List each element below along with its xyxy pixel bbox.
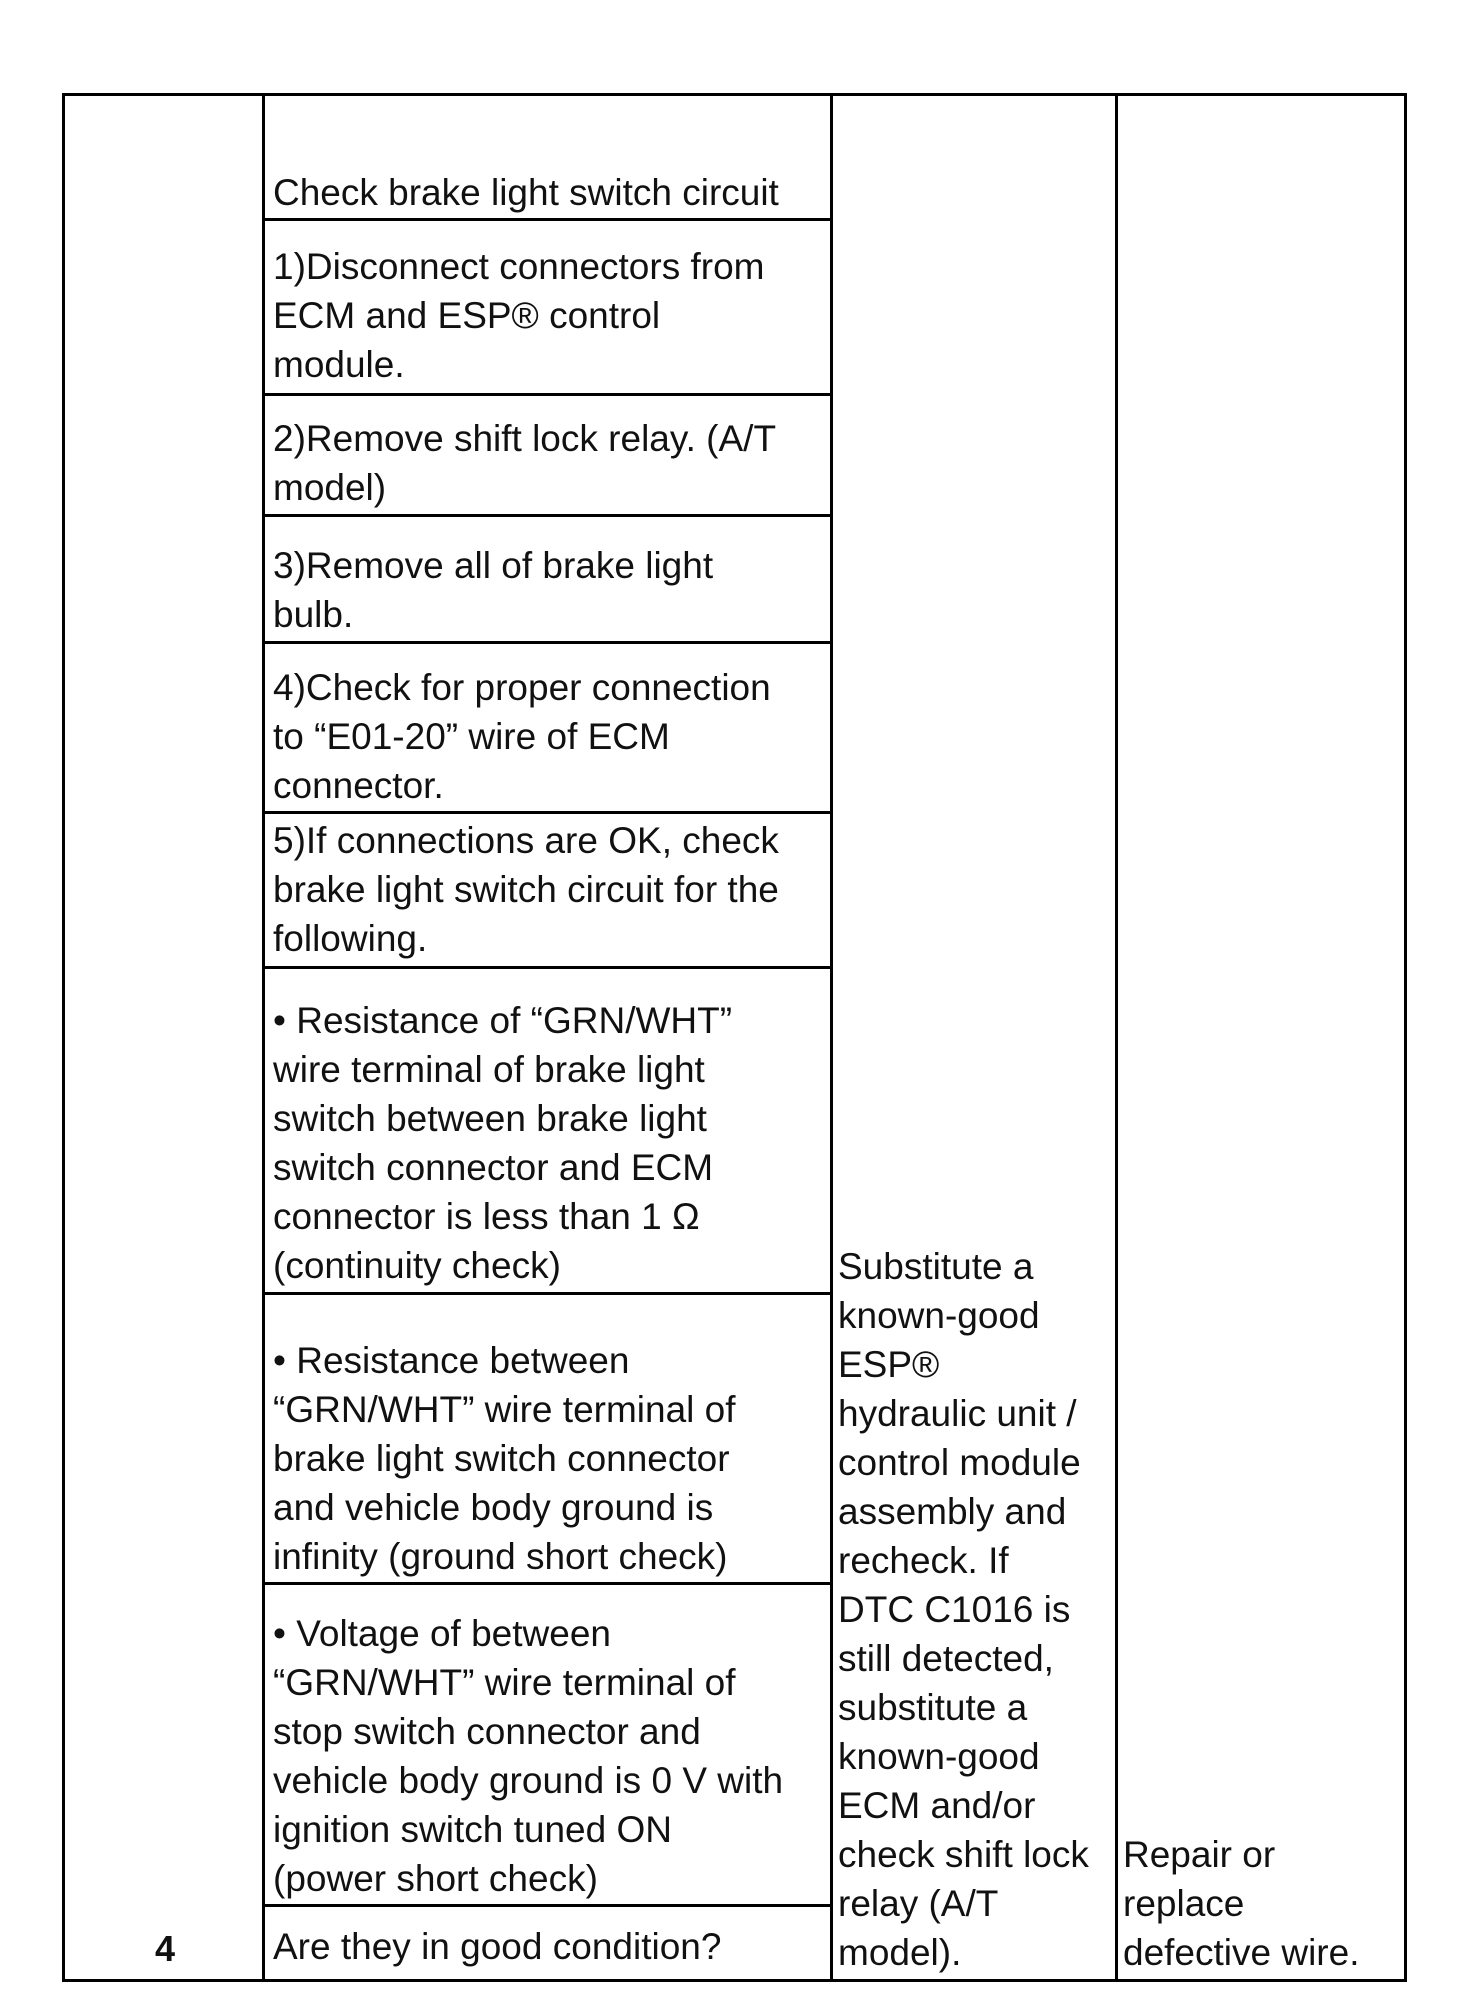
row-divider-1 (265, 218, 830, 221)
row-divider-8 (265, 1582, 830, 1585)
column-divider-step (262, 96, 265, 1979)
row-divider-2 (265, 393, 830, 396)
row-divider-4 (265, 641, 830, 644)
no-result: Repair or replace defective wire. (1123, 1834, 1360, 1973)
step-number: 4 (154, 1928, 176, 1969)
action-cell-step-3: 3)Remove all of brake light bulb. (273, 545, 714, 635)
troubleshooting-table (62, 93, 1407, 1982)
action-cell-continuity-check: • Resistance of “GRN/WHT” wire terminal of brake light switch between brake light switch connector and ECM connector is less than 1 Ω (continuity check) (273, 1000, 733, 1286)
action-cell-step-5: 5)If connections are OK, check brake light switch circuit for the following. (273, 820, 779, 959)
row-divider-3 (265, 514, 830, 517)
row-divider-5 (265, 811, 830, 814)
yes-result: Substitute a known-good ESP® hydraulic unit / control module assembly and recheck. If DTC C1016 is still detected, substitute a known-good ECM and/or check shift lock relay (A/T model). (838, 1246, 1089, 1973)
action-cell-step-4: 4)Check for proper connection to “E01-20” wire of ECM connector. (273, 667, 771, 806)
action-cell-step-2: 2)Remove shift lock relay. (A/T model) (273, 418, 777, 508)
row-divider-6 (265, 966, 830, 969)
action-cell-question: Are they in good condition? (273, 1926, 722, 1967)
action-cell-title: Check brake light switch circuit (273, 172, 779, 213)
row-divider-7 (265, 1292, 830, 1295)
row-divider-9 (265, 1904, 830, 1907)
action-cell-ground-short-check: • Resistance between “GRN/WHT” wire terminal of brake light switch connector and vehicle body ground is infinity (ground short check) (273, 1340, 736, 1577)
action-cell-step-1: 1)Disconnect connectors from ECM and ESP® control module. (273, 246, 765, 385)
action-cell-power-short-check: • Voltage of between “GRN/WHT” wire terminal of stop switch connector and vehicle body ground is 0 V with ignition switch tuned ON (power short check) (273, 1613, 784, 1899)
column-divider-action (830, 96, 833, 1979)
